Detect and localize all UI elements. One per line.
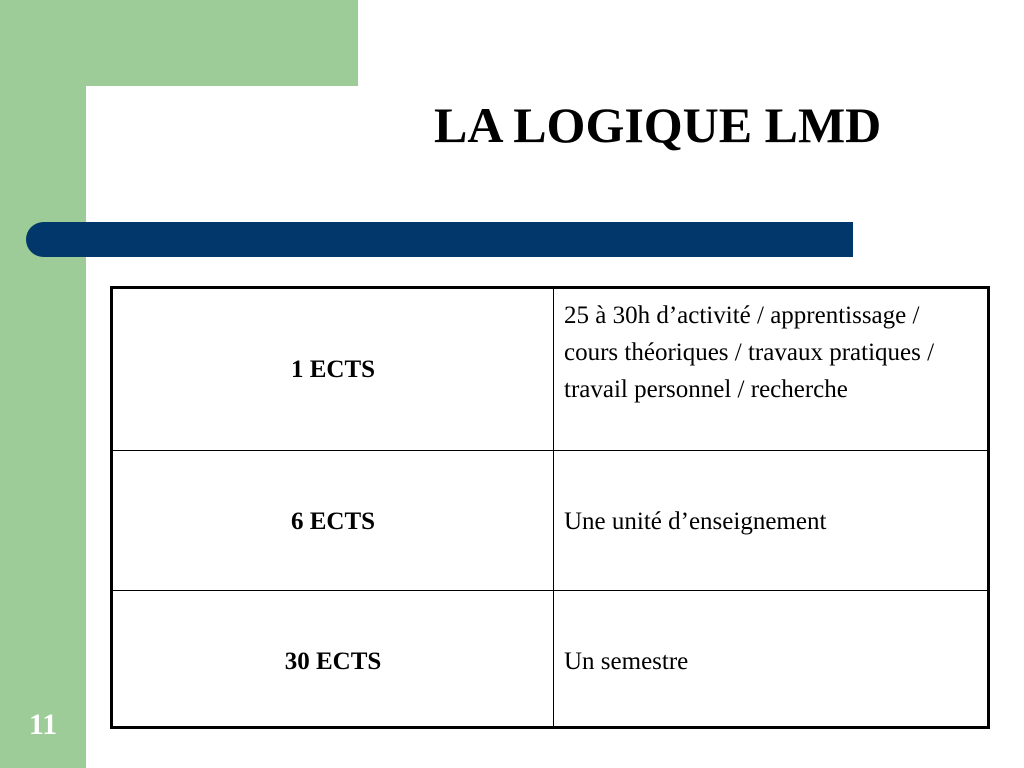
credits-cell: 1 ECTS — [113, 289, 554, 450]
page-number: 11 — [28, 708, 58, 741]
ects-table — [110, 286, 990, 729]
left-accent-band — [0, 0, 86, 768]
table-row — [113, 289, 987, 450]
table-row — [113, 450, 987, 590]
description-cell: Un semestre — [554, 590, 988, 729]
credits-cell: 30 ECTS — [113, 590, 554, 729]
credits-cell: 6 ECTS — [113, 450, 554, 590]
slide-title: LA LOGIQUE LMD — [434, 97, 882, 153]
top-accent-band — [0, 0, 358, 86]
ects-table-grid — [113, 289, 987, 729]
description-cell: 25 à 30h d’activité / apprentissage / cours théoriques / travaux pratiques / travail personnel / recherche — [554, 289, 988, 450]
title-divider-bar — [26, 222, 853, 257]
description-cell: Une unité d’enseignement — [554, 450, 988, 590]
table-row — [113, 590, 987, 729]
